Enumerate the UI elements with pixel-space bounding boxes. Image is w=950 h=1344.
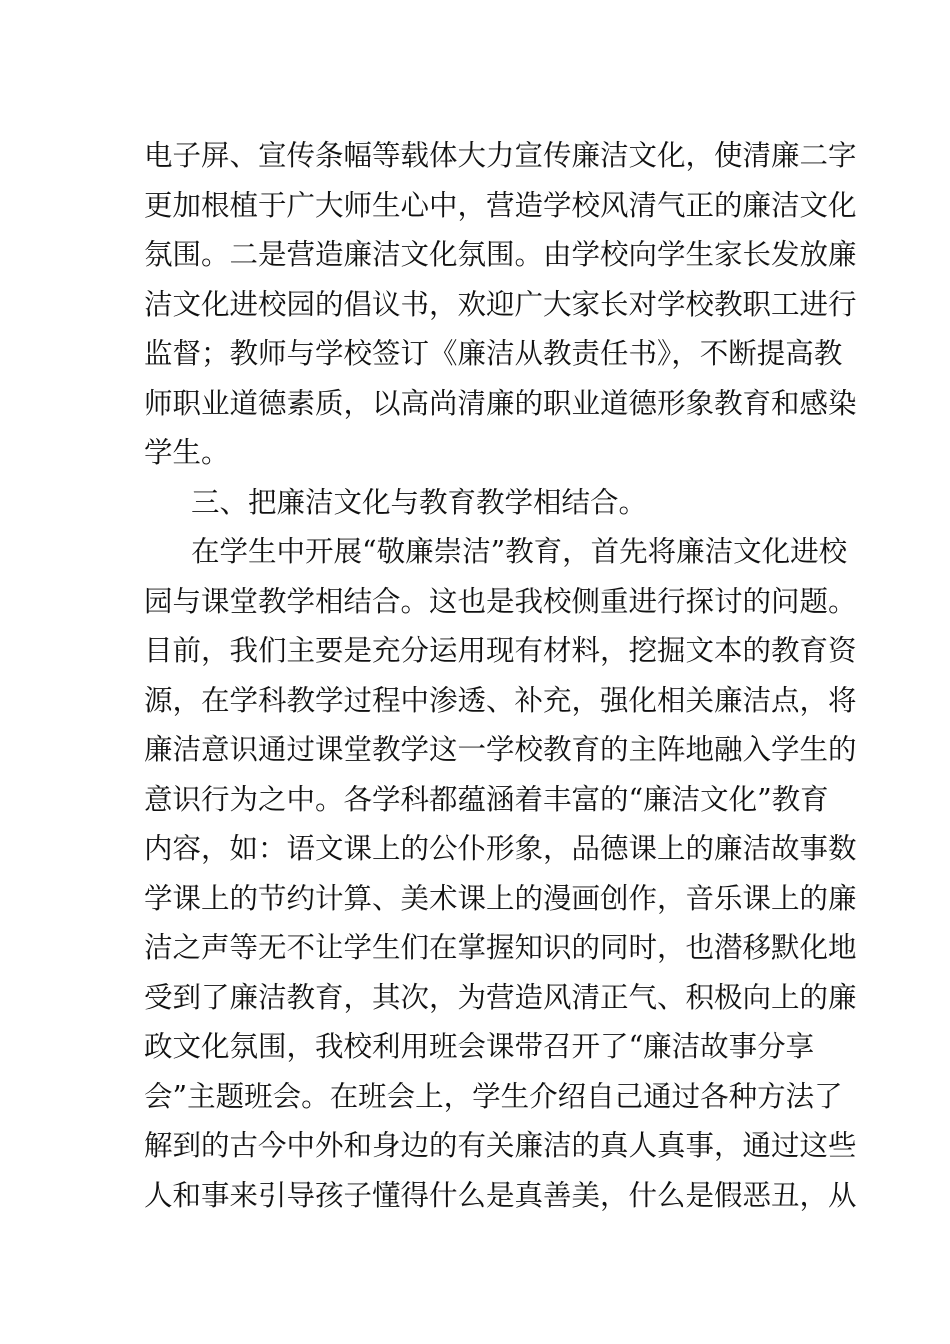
text-line: 目前，我们主要是充分运用现有材料，挖掘文本的教育资 [144, 634, 857, 667]
text-line: 源，在学科教学过程中渗透、补充，强化相关廉洁点，将 [144, 683, 857, 717]
text-line: 洁之声等无不让学生们在掌握知识的同时，也潜移默化地 [144, 931, 857, 964]
text-line: 学生。 [144, 436, 230, 469]
text-line: 意识行为之中。各学科都蕴涵着丰富的“廉洁文化”教育 [144, 782, 829, 816]
text-line: 学课上的节约计算、美术课上的漫画创作，音乐课上的廉 [144, 881, 857, 915]
text-line: 政文化氛围，我校利用班会课带召开了“廉洁故事分享 [144, 1030, 815, 1063]
text-line: 内容，如：语文课上的公仆形象，品德课上的廉洁故事数 [144, 832, 857, 865]
text-line: 洁文化进校园的倡议书，欢迎广大家长对学校教职工进行 [144, 287, 857, 321]
text-line: 电子屏、宣传条幅等载体大力宣传廉洁文化，使清廉二字 [144, 139, 857, 172]
text-line: 师职业道德素质，以高尚清廉的职业道德形象教育和感染 [144, 386, 857, 420]
text-line: 园与课堂教学相结合。这也是我校侧重进行探讨的问题。 [144, 584, 857, 618]
paragraph-start: 在学生中开展“敬廉崇洁”教育，首先将廉洁文化进校 [191, 535, 848, 568]
text-line: 氛围。二是营造廉洁文化氛围。由学校向学生家长发放廉 [144, 238, 857, 271]
text-line: 会”主题班会。在班会上，学生介绍自己通过各种方法了 [144, 1079, 843, 1113]
text-line: 受到了廉洁教育，其次，为营造风清正气、积极向上的廉 [144, 980, 857, 1014]
text-line: 解到的古今中外和身边的有关廉洁的真人真事，通过这些 [144, 1129, 857, 1162]
text-line: 廉洁意识通过课堂教学这一学校教育的主阵地融入学生的 [144, 733, 857, 766]
body-text [144, 131, 857, 1220]
text-line: 监督；教师与学校签订《廉洁从教责任书》，不断提高教 [144, 337, 843, 370]
section-heading: 三、把廉洁文化与教育教学相结合。 [191, 485, 648, 519]
text-line: 更加根植于广大师生心中，营造学校风清气正的廉洁文化 [144, 188, 857, 222]
text-line: 人和事来引导孩子懂得什么是真善美，什么是假恶丑，从 [144, 1178, 857, 1212]
